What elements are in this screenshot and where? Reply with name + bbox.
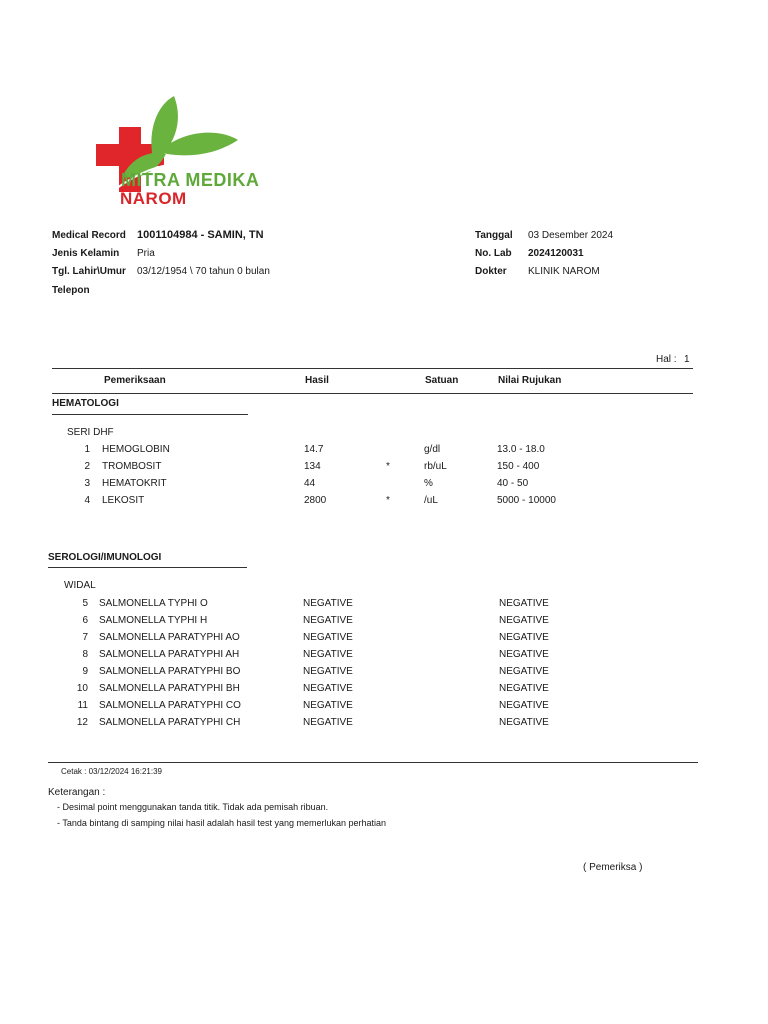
row-number: 6 — [82, 615, 88, 626]
row-number: 1 — [84, 444, 90, 455]
row-number: 10 — [76, 683, 88, 694]
subsection-widal: WIDAL — [64, 580, 96, 591]
test-name: HEMATOKRIT — [102, 478, 167, 489]
gender-value: Pria — [137, 248, 155, 259]
print-timestamp: Cetak : 03/12/2024 16:21:39 — [61, 767, 162, 776]
test-reference: NEGATIVE — [499, 632, 549, 643]
test-result: NEGATIVE — [303, 632, 353, 643]
test-result: NEGATIVE — [303, 598, 353, 609]
test-reference: NEGATIVE — [499, 700, 549, 711]
test-unit: rb/uL — [424, 461, 447, 472]
test-reference: NEGATIVE — [499, 615, 549, 626]
section-title-hematologi: HEMATOLOGI — [52, 398, 119, 409]
footer-rule — [48, 762, 698, 763]
header-top-rule — [52, 368, 693, 369]
lab-number-value: 2024120031 — [528, 248, 584, 259]
page-label: Hal : — [656, 354, 677, 365]
test-reference: NEGATIVE — [499, 683, 549, 694]
test-result: 2800 — [304, 495, 327, 506]
test-result: NEGATIVE — [303, 700, 353, 711]
row-number: 5 — [82, 598, 88, 609]
section-underline-serologi — [48, 567, 247, 568]
row-number: 12 — [76, 717, 88, 728]
examiner-signature: ( Pemeriksa ) — [583, 862, 643, 873]
test-name: SALMONELLA PARATYPHI CH — [99, 717, 241, 728]
phone-label: Telepon — [52, 285, 90, 296]
test-reference: 40 - 50 — [497, 478, 529, 489]
row-number: 4 — [84, 495, 90, 506]
logo-text-secondary: NAROM — [120, 189, 187, 208]
test-name: TROMBOSIT — [102, 461, 162, 472]
row-number: 9 — [82, 666, 88, 677]
test-result: NEGATIVE — [303, 683, 353, 694]
test-unit: /uL — [424, 495, 438, 506]
test-result: 134 — [304, 461, 321, 472]
dob-value: 03/12/1954 \ 70 tahun 0 bulan — [137, 266, 270, 277]
test-reference: 13.0 - 18.0 — [497, 444, 545, 455]
test-name: SALMONELLA PARATYPHI BH — [99, 683, 240, 694]
lab-number-label: No. Lab — [475, 248, 512, 259]
row-number: 11 — [77, 700, 88, 711]
test-result: 44 — [304, 478, 316, 489]
test-result: NEGATIVE — [303, 649, 353, 660]
test-name: SALMONELLA TYPHI H — [99, 615, 208, 626]
section-title-serologi: SEROLOGI/IMUNOLOGI — [48, 552, 162, 563]
logo-text-primary: MITRA MEDIKA — [121, 170, 260, 190]
test-reference: NEGATIVE — [499, 717, 549, 728]
test-reference: NEGATIVE — [499, 598, 549, 609]
section-underline-hematologi — [52, 414, 248, 415]
row-number: 7 — [82, 632, 88, 643]
test-reference: NEGATIVE — [499, 666, 549, 677]
header-unit: Satuan — [425, 375, 459, 386]
test-result: NEGATIVE — [303, 666, 353, 677]
header-reference: Nilai Rujukan — [498, 375, 562, 386]
subsection-seri-dhf: SERI DHF — [67, 427, 114, 438]
row-number: 2 — [84, 461, 90, 472]
test-reference: 5000 - 10000 — [497, 495, 556, 506]
test-reference: NEGATIVE — [499, 649, 549, 660]
note-asterisk: - Tanda bintang di samping nilai hasil adalah hasil test yang memerlukan perhatian — [57, 818, 387, 828]
doctor-value: KLINIK NAROM — [528, 266, 600, 277]
test-result: NEGATIVE — [303, 717, 353, 728]
test-name: SALMONELLA PARATYPHI BO — [99, 666, 241, 677]
test-name: SALMONELLA PARATYPHI CO — [99, 700, 241, 711]
doctor-label: Dokter — [475, 266, 507, 277]
page-number: 1 — [684, 354, 690, 365]
test-name: SALMONELLA TYPHI O — [99, 598, 208, 609]
test-name: SALMONELLA PARATYPHI AO — [99, 632, 240, 643]
attention-flag: * — [386, 461, 390, 472]
test-result: 14.7 — [304, 444, 324, 455]
gender-label: Jenis Kelamin — [52, 248, 120, 259]
dob-label: Tgl. Lahir\Umur — [52, 266, 126, 277]
test-reference: 150 - 400 — [497, 461, 540, 472]
note-decimal: - Desimal point menggunakan tanda titik. Tidak ada pemisah ribuan. — [57, 802, 329, 812]
test-unit: g/dl — [424, 444, 441, 455]
date-value: 03 Desember 2024 — [528, 230, 614, 241]
medical-record-label: Medical Record — [52, 230, 126, 241]
header-bottom-rule — [52, 393, 693, 394]
row-number: 3 — [84, 478, 90, 489]
test-name: HEMOGLOBIN — [102, 444, 170, 455]
header-result: Hasil — [305, 375, 329, 386]
test-name: SALMONELLA PARATYPHI AH — [99, 649, 240, 660]
attention-flag: * — [386, 495, 390, 506]
test-name: LEKOSIT — [102, 495, 145, 506]
date-label: Tanggal — [475, 230, 513, 241]
test-unit: % — [424, 478, 433, 489]
header-exam: Pemeriksaan — [104, 375, 166, 386]
notes-title: Keterangan : — [48, 787, 106, 798]
row-number: 8 — [82, 649, 88, 660]
test-result: NEGATIVE — [303, 615, 353, 626]
medical-record-value: 1001104984 - SAMIN, TN — [137, 229, 264, 241]
